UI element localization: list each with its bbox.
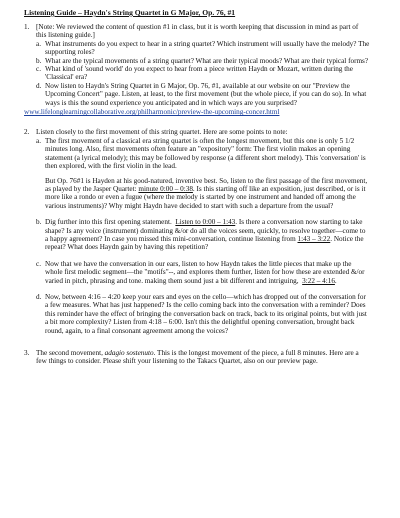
question-2 (24, 128, 370, 339)
sub-text: What kind of 'sound world' do you expect to hear from a piece written Haydn or Mozart, written during the 'Classical' era? (45, 65, 353, 82)
question-1-note: [Note: We reviewed the content of question #1 in class, but it is worth keeping that discussion in mind as part of this listening guide.] (36, 23, 359, 40)
sub-letter: c. (36, 259, 41, 268)
question-2b (36, 218, 370, 252)
sub-text: Now listen to Haydn's String Quartet in G Major, Op. 76, #1, available at our website on our "Preview the Upcoming Concert" page. Listen, at least, to the first movement (but the whole piece, if you can do so). In what ways is this the sound experience you anticipated and in which ways are you surprised? (45, 81, 367, 107)
sub-text: Now that we have the conversation in our ears, listen to how Haydn takes the little pieces that make up the whole first melodic segment—the "motifs"--, and explores them further, listen for how these are extended &/or varied in pitch, phrasing and tone. making them sound just a bit different and intriguing, 3:22 – 4:16. (45, 259, 365, 285)
sub-text: The first movement of a classical era string quartet is often the longest movement, but this one is only 5 1/2 minutes long. Also, first movements often feature an "expository" form: The first violin makes an opening statement (a lyrical melody); this may be followed by response (a different short melody). This 'conversation' is then explored, with the first violin in the lead. (45, 136, 366, 171)
preview-page-link[interactable]: www.lifelonglearningcollaborative.org/philharmonic/preview-the-upcoming-concer.html (24, 108, 280, 117)
question-number: 1. (24, 23, 30, 31)
timestamp: 3:22 – 4:16 (302, 276, 335, 285)
sub-letter: c. (36, 65, 41, 74)
document-title: Listening Guide – Haydn's String Quartet in G Major, Op. 76, #1 (24, 8, 236, 17)
question-1 (24, 23, 370, 107)
question-1c (36, 65, 370, 82)
sub-letter: d. (36, 81, 42, 90)
sub-text: Dig further into this first opening statement. Listen to 0:00 – 1:43. Is there a conversation now starting to take shape? Is any voice (instrument) dominating &/or do all the voices seem, quickly, to resolve together—come to a happy agreement? In case you missed this mini-conversation, continue listening from 1:43 – 3:22. Notice the repeat? What does Haydn gain by having this repetition? (45, 218, 366, 252)
timestamp: Listen to 0:00 – 1:43 (175, 218, 236, 227)
question-3-text: The second movement, adagio sostenuto. This is the longest movement of the piece, a full 8 minutes. Here are a few things to consider. Please shift your listening to the Takacs Quartet, also on our preview page. (36, 349, 359, 366)
question-2-intro: Listen closely to the first movement of this string quartet. Here are some points to note: (36, 128, 288, 137)
sub-text: Now, between 4:16 – 4:20 keep your ears and eyes on the cello—which has dropped out of the conversation for a few measures. What has just happened? Is the cello coming back into the conversation with a reminder? Does this reminder have the effect of bringing the conversation back on track, back to its original points, but with just a bit more complexity? Listen from 4:18 – 6:00. Isn't this the delightful opening conversation, brought back round, again, to a final consonant agreement among the voices? (45, 292, 367, 335)
timestamp: 1:43 – 3:22 (297, 234, 331, 243)
question-number: 3. (24, 349, 30, 357)
sub-letter: b. (36, 218, 42, 227)
tempo-marking: adagio sostenuto (104, 349, 154, 357)
question-1a (36, 40, 370, 57)
question-2a (36, 137, 370, 210)
sub-text-continued: But Op. 76#1 is Hayden at his good-natured, inventive best. So, listen to the first passage of the first movement, as played by the Jasper Quartet: minute 0:00 – 0:38. Is this starting off like an exposition, just described, or is it more like a rondo or even a fugue (where the melody is started by one instrument and handed off among the various instruments)? Why might Haydn have decided to start with such a departure from the usual? (45, 176, 368, 210)
question-2d (36, 293, 370, 335)
timestamp: minute 0:00 – 0:38 (138, 184, 193, 193)
sub-letter: b. (36, 56, 42, 65)
sub-letter: d. (36, 292, 42, 301)
question-1b (36, 57, 370, 65)
question-3 (24, 349, 370, 366)
question-2c (36, 260, 370, 285)
sub-letter: a. (36, 39, 41, 48)
sub-text: What are the typical movements of a string quartet? What are their typical moods? What are their typical forms? (45, 56, 369, 65)
sub-text: What instruments do you expect to hear in a string quartet? Which instrument will usually have the melody? The supporting roles? (45, 39, 370, 57)
question-number: 2. (24, 128, 30, 137)
question-1d (36, 82, 370, 107)
sub-letter: a. (36, 136, 41, 145)
